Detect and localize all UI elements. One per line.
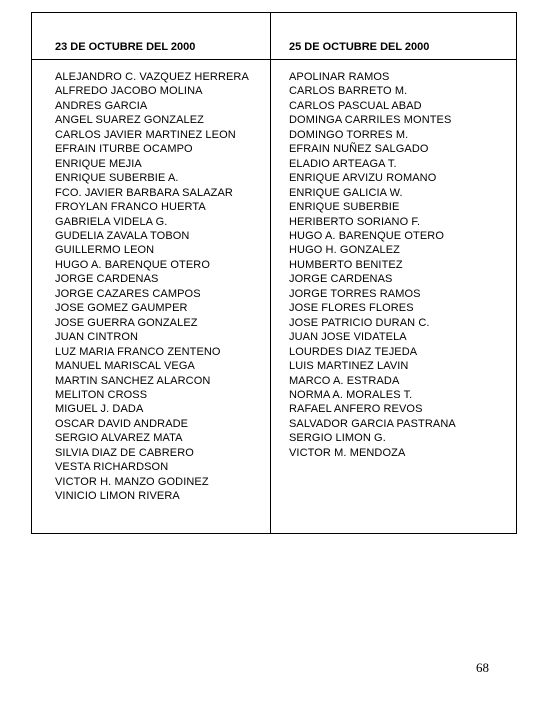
name-list-item: JOSE GUERRA GONZALEZ	[55, 316, 198, 329]
name-list-item: JOSE GOMEZ GAUMPER	[55, 302, 188, 315]
name-list-item: FCO. JAVIER BARBARA SALAZAR	[55, 186, 233, 199]
name-list-item: LUZ MARIA FRANCO ZENTENO	[55, 345, 221, 358]
name-list-item: LUIS MARTINEZ LAVIN	[289, 360, 409, 373]
name-list-item: ENRIQUE ARVIZU ROMANO	[289, 172, 437, 185]
name-list-item: MELITON CROSS	[55, 388, 148, 401]
name-list-item: GABRIELA VIDELA G.	[55, 215, 168, 228]
name-list-item: NORMA A. MORALES T.	[289, 388, 413, 401]
name-list-item: ANDRES GARCIA	[55, 99, 148, 112]
name-list-item: MARTIN SANCHEZ ALARCON	[55, 374, 211, 387]
name-list-item: HUGO H. GONZALEZ	[289, 244, 400, 257]
name-list-item: ENRIQUE SUBERBIE	[289, 201, 400, 214]
name-list-item: GUDELIA ZAVALA TOBON	[55, 229, 190, 242]
name-list-item: ENRIQUE GALICIA W.	[289, 186, 403, 199]
name-list-item: JOSE PATRICIO DURAN C.	[289, 316, 430, 329]
name-list-item: EFRAIN NUÑEZ SALGADO	[289, 143, 429, 156]
name-list-item: ELADIO ARTEAGA T.	[289, 157, 397, 170]
name-list-item: DOMINGA CARRILES MONTES	[289, 114, 452, 127]
name-list-item: OSCAR DAVID ANDRADE	[55, 417, 189, 430]
name-list-item: SILVIA DIAZ DE CABRERO	[55, 446, 194, 459]
name-list-item: SERGIO ALVAREZ MATA	[55, 432, 183, 445]
name-list-item: ENRIQUE SUBERBIE A.	[55, 172, 179, 185]
name-list-item: JUAN CINTRON	[55, 331, 139, 344]
name-list-item: JORGE CARDENAS	[55, 273, 159, 286]
page-number: 68	[476, 660, 489, 675]
left-column-list	[55, 70, 249, 504]
name-list-item: HUMBERTO BENITEZ	[289, 258, 403, 271]
name-list-item: FROYLAN FRANCO HUERTA	[55, 201, 206, 214]
name-list-item: MIGUEL J. DADA	[55, 403, 144, 416]
name-list-item: SALVADOR GARCIA PASTRANA	[289, 417, 456, 430]
name-list-item: VINICIO LIMON RIVERA	[55, 490, 180, 503]
name-list-item: JORGE TORRES RAMOS	[289, 287, 421, 300]
name-list-item: ALFREDO JACOBO MOLINA	[55, 85, 203, 98]
name-list-item: JORGE CARDENAS	[289, 273, 393, 286]
name-list-item: CARLOS BARRETO M.	[289, 85, 408, 98]
name-list-item: SERGIO LIMON G.	[289, 432, 386, 445]
right-column-list	[289, 70, 456, 460]
name-list-item: ALEJANDRO C. VAZQUEZ HERRERA	[55, 71, 249, 83]
name-list-item: VICTOR M. MENDOZA	[289, 446, 406, 459]
name-list-item: LOURDES DIAZ TEJEDA	[289, 345, 418, 358]
name-list-item: JUAN JOSE VIDATELA	[289, 331, 407, 344]
name-list-item: CARLOS PASCUAL ABAD	[289, 99, 422, 112]
right-column-title: 25 DE OCTUBRE DEL 2000	[289, 41, 430, 53]
name-list-item: VESTA RICHARDSON	[55, 461, 169, 474]
column-divider	[270, 13, 271, 533]
name-list-item: MANUEL MARISCAL VEGA	[55, 360, 195, 373]
name-list-item: CARLOS JAVIER MARTINEZ LEON	[55, 128, 236, 141]
name-list-item: HUGO A. BARENQUE OTERO	[289, 229, 445, 242]
name-list-item: JORGE CAZARES CAMPOS	[55, 287, 201, 300]
name-list-item: RAFAEL ANFERO REVOS	[289, 403, 423, 416]
attendance-table	[31, 12, 517, 534]
name-list-item: VICTOR H. MANZO GODINEZ	[55, 475, 209, 488]
name-list-item: APOLINAR RAMOS	[289, 71, 390, 83]
name-list-item: ENRIQUE MEJIA	[55, 157, 142, 170]
name-list-item: DOMINGO TORRES M.	[289, 128, 409, 141]
name-list-item: HERIBERTO SORIANO F.	[289, 215, 421, 228]
left-column-title: 23 DE OCTUBRE DEL 2000	[55, 41, 196, 53]
name-list-item: GUILLERMO LEON	[55, 244, 155, 257]
name-list-item: JOSE FLORES FLORES	[289, 302, 414, 315]
name-list-item: MARCO A. ESTRADA	[289, 374, 400, 387]
name-list-item: HUGO A. BARENQUE OTERO	[55, 258, 211, 271]
name-list-item: ANGEL SUAREZ GONZALEZ	[55, 114, 204, 127]
header-rule	[32, 59, 516, 60]
name-list-item: EFRAIN ITURBE OCAMPO	[55, 143, 193, 156]
